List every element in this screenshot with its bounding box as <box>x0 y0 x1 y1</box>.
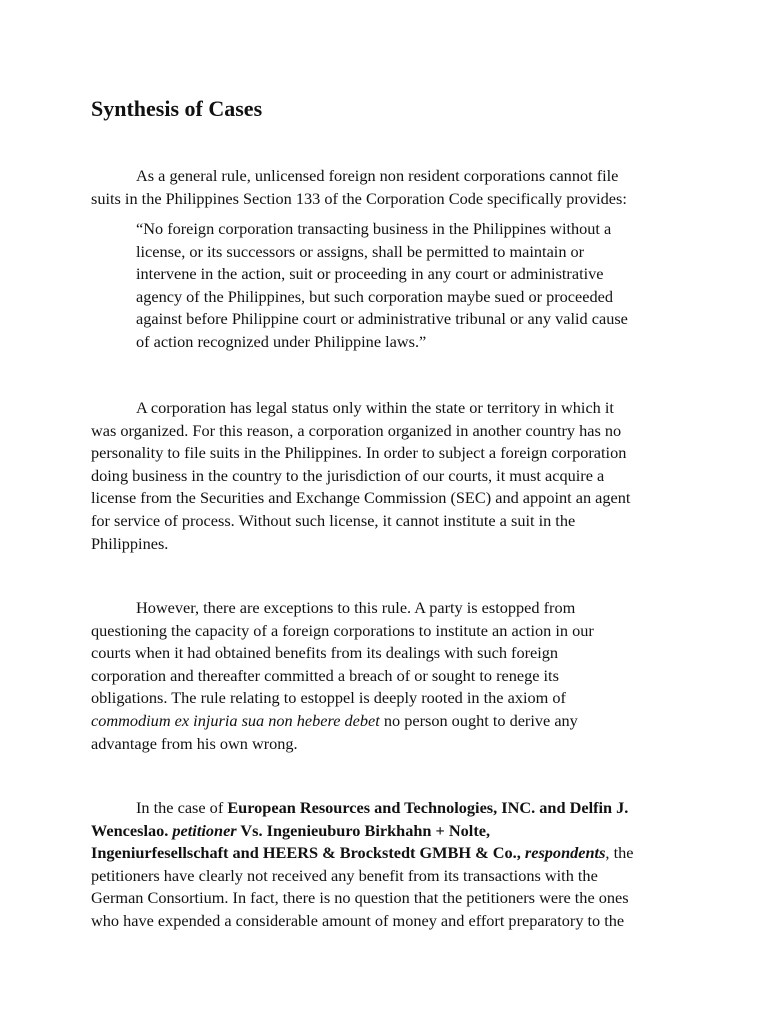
text-span: A corporation has legal status only within the state or territory in which it <box>136 398 614 417</box>
text-line: against before Philippine court or administrative tribunal or any valid cause <box>136 309 628 329</box>
text-line: Philippines. <box>91 533 169 553</box>
text-line: intervene in the action, suit or proceeding in any court or administrative <box>136 264 604 284</box>
text-line: for service of process. Without such license, it cannot institute a suit in the <box>91 510 576 530</box>
text-span: However, there are exceptions to this rule. A party is estopped from <box>136 598 576 617</box>
text-span: As a general rule, unlicensed foreign non resident corporations cannot file <box>136 166 619 185</box>
text-line: German Consortium. In fact, there is no question that the petitioners were the ones <box>91 888 629 908</box>
text-line: license, or its successors or assigns, shall be permitted to maintain or <box>136 241 585 261</box>
text-line <box>91 820 683 843</box>
case-party-name: Ingeniurfesellschaft and HEERS & Brockstedt GMBH & Co., <box>91 843 525 863</box>
text-line: was organized. For this reason, a corporation organized in another country has no <box>91 420 622 440</box>
text-line <box>91 797 683 820</box>
text-line: questioning the capacity of a foreign corporations to institute an action in our <box>91 620 594 640</box>
text-line <box>91 710 683 733</box>
text-span: no person ought to derive any <box>379 710 578 730</box>
text-line: petitioners have clearly not received any benefit from its transactions with the <box>91 865 598 885</box>
text-line <box>91 597 683 620</box>
text-line: corporation and thereafter committed a breach of or sought to renege its <box>91 665 559 685</box>
text-line <box>91 397 683 420</box>
case-party-name: Vs. Ingenieuburo Birkhahn + Nolte, <box>236 820 491 840</box>
text-line: suits in the Philippines Section 133 of the Corporation Code specifically provides: <box>91 188 627 208</box>
text-line: courts when it had obtained benefits from its dealings with such foreign <box>91 643 559 663</box>
text-line: of action recognized under Philippine laws.” <box>136 331 427 351</box>
text-span: , the <box>605 843 634 863</box>
text-line: agency of the Philippines, but such corporation maybe sued or proceeded <box>136 286 613 306</box>
text-line: “No foreign corporation transacting business in the Philippines without a <box>136 219 612 238</box>
case-role-label: respondents <box>524 843 606 863</box>
document-title: Synthesis of Cases <box>91 96 263 121</box>
text-line <box>91 842 683 865</box>
text-line: advantage from his own wrong. <box>91 733 298 753</box>
text-line: personality to file suits in the Philippines. In order to subject a foreign corporation <box>91 443 627 463</box>
paragraph-intro <box>91 165 683 210</box>
text-line: license from the Securities and Exchange Commission (SEC) and appoint an agent <box>91 488 631 508</box>
text-line: who have expended a considerable amount of money and effort preparatory to the <box>91 910 625 930</box>
paragraph-exceptions <box>91 597 683 755</box>
text-span: In the case of <box>136 798 228 817</box>
text-line <box>91 165 683 188</box>
case-party-name: Wenceslao. <box>91 820 173 840</box>
text-line: obligations. The rule relating to estoppel is deeply rooted in the axiom of <box>91 688 566 708</box>
paragraph-legal-status <box>91 397 683 555</box>
latin-maxim: commodium ex injuria sua non hebere debet <box>91 710 380 730</box>
paragraph-case <box>91 797 683 933</box>
text-line: doing business in the country to the jurisdiction of our courts, it must acquire a <box>91 465 605 485</box>
block-quote <box>136 218 676 354</box>
case-role-label: petitioner <box>172 820 237 840</box>
case-party-name: European Resources and Technologies, INC. and Delfin J. <box>227 798 629 817</box>
